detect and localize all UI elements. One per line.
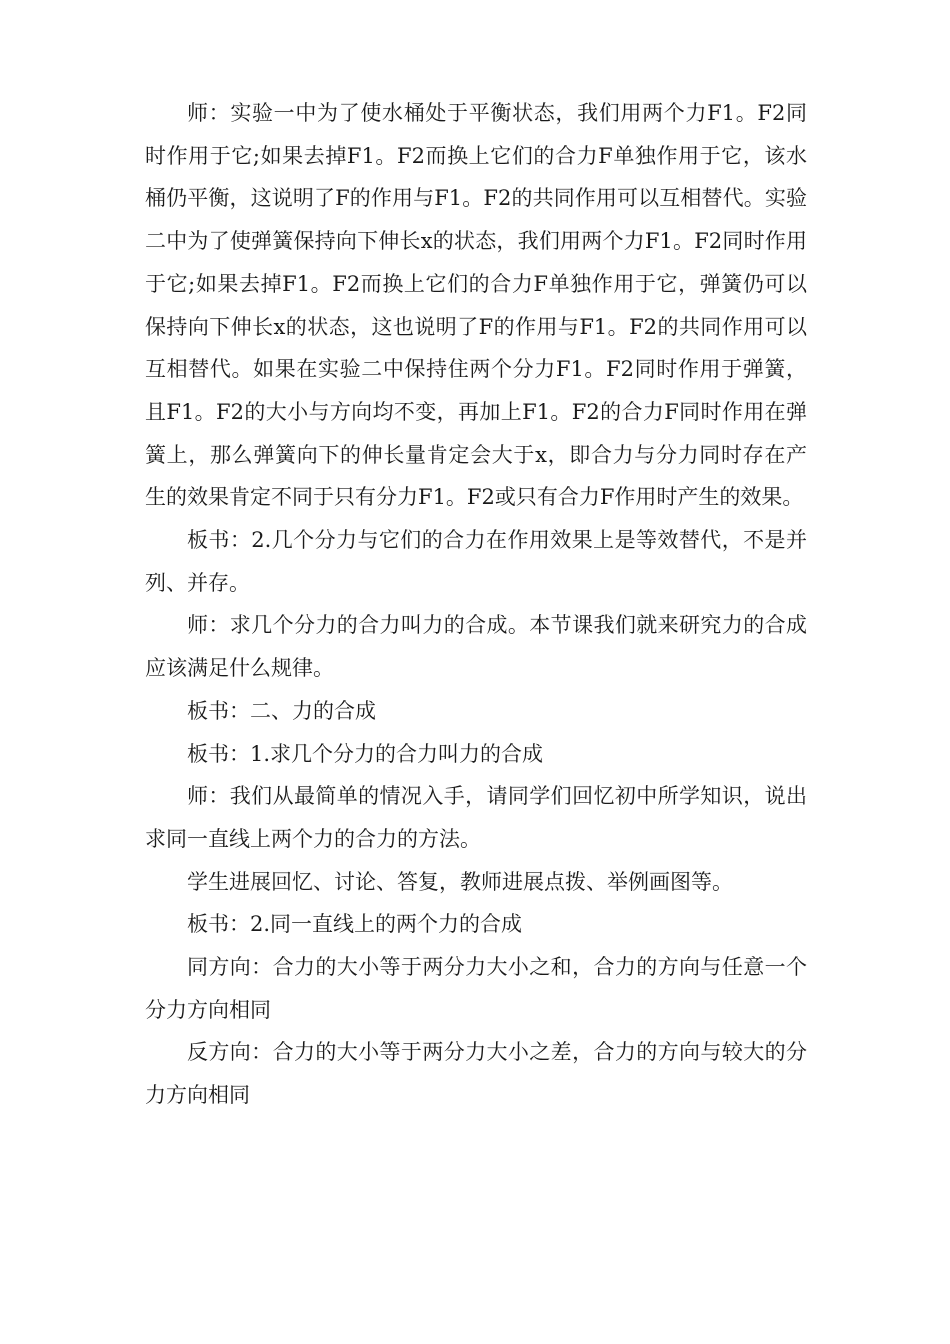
paragraph-board-heading: 板书：二、力的合成 — [187, 698, 376, 723]
paragraph-teacher-experiment: 师：实验一中为了使水桶处于平衡状态，我们用两个力F1。F2同时作用于它;如果去掉F1。F2而换上它们的合力F单独作用于它，该水桶仍平衡，这说明了F的作用与F1。F2的共同作用可以互相替代。实验二中为了使弹簧保持向下伸长x的状态，我们用两个力F1。F2同时作用于它;如果去掉F1。F2而换上它们的合力F单独作用于它，弹簧仍可以保持向下伸长x的状态，这也说明了F的作用与F1。F2的共同作用可以互相替代。如果在实验二中保持住两个分力F1。F2同时作用于弹簧，且F1。F2的大小与方向均不变，再加上F1。F2的合力F同时作用在弹簧上，那么弹簧向下的伸长量肯定会大于x，即合力与分力同时存在产生的效果肯定不同于只有分力F1。F2或只有合力F作用时产生的效果。 — [145, 101, 807, 510]
paragraph-student-activity: 学生进展回忆、讨论、答复，教师进展点拨、举例画图等。 — [187, 869, 733, 894]
paragraph-opposite-direction: 反方向：合力的大小等于两分力大小之差，合力的方向与较大的分力方向相同 — [145, 1040, 807, 1108]
paragraph-teacher-composition: 师：求几个分力的合力叫力的合成。本节课我们就来研究力的合成应该满足什么规律。 — [145, 613, 807, 681]
paragraph-board-definition: 板书：1.求几个分力的合力叫力的合成 — [187, 741, 544, 766]
paragraph-same-direction: 同方向：合力的大小等于两分力大小之和，合力的方向与任意一个分力方向相同 — [145, 955, 807, 1022]
paragraph-board-same-line: 板书：2.同一直线上的两个力的合成 — [187, 912, 523, 937]
paragraph-board-equivalent: 板书：2.几个分力与它们的合力在作用效果上是等效替代，不是并列、并存。 — [145, 528, 807, 595]
paragraph-teacher-recall: 师：我们从最简单的情况入手，请同学们回忆初中所学知识，说出求同一直线上两个力的合力的方法。 — [145, 784, 807, 851]
document-body — [145, 92, 807, 1117]
